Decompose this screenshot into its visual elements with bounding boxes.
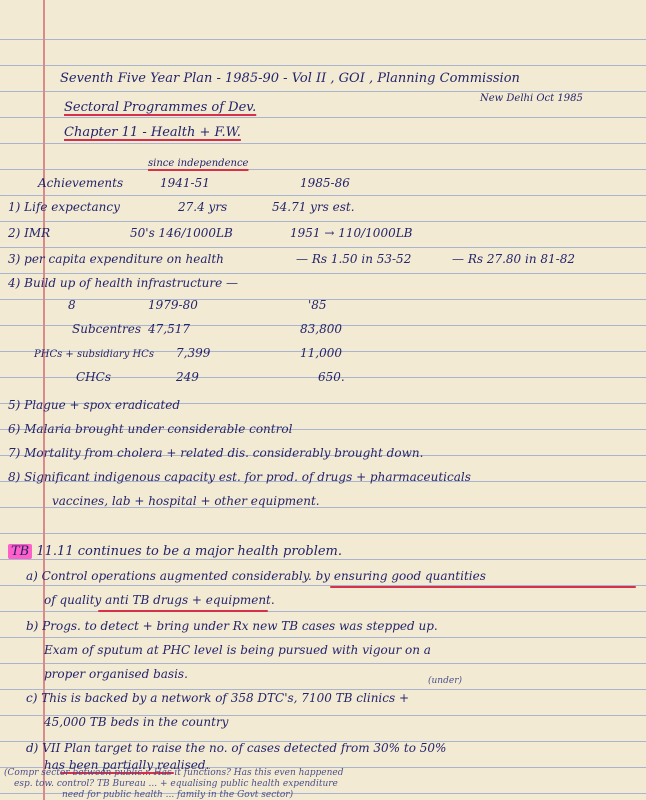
- item-2-v1: 50's 146/1000LB: [130, 226, 233, 240]
- infra-row-v2: 11,000: [300, 346, 342, 360]
- tb-point-b-line3: proper organised basis.: [44, 667, 188, 681]
- item-4: 4) Build up of health infrastructure —: [8, 276, 239, 290]
- item-5: 5) Plague + spox eradicated: [8, 398, 181, 412]
- item-3: 3) per capita expenditure on health: [8, 252, 224, 266]
- item-1-v2: 54.71 yrs est.: [272, 200, 355, 214]
- tb-intro: 11.11 continues to be a major health problem.: [36, 544, 343, 559]
- infra-col-1: 1979-80: [148, 298, 198, 312]
- tb-point-c-line2: 45,000 TB beds in the country: [44, 715, 229, 729]
- section-subtitle: Sectoral Programmes of Dev.: [64, 100, 257, 115]
- item-7: 7) Mortality from cholera + related dis. considerably brought down.: [8, 446, 424, 460]
- margin-note-line1: (Compr sector between public... Has it functions? Has this even happened: [4, 768, 344, 778]
- item-1: 1) Life expectancy: [8, 200, 120, 214]
- item-8-cont: vaccines, lab + hospital + other equipment.: [52, 494, 320, 508]
- item-8: 8) Significant indigenous capacity est. for prod. of drugs + pharmaceuticals: [8, 470, 471, 484]
- underline-mark: [330, 586, 636, 588]
- chapter-heading: Chapter 11 - Health + F.W.: [64, 125, 241, 140]
- achievements-label: Achievements: [38, 176, 124, 190]
- tb-heading-line: [8, 545, 342, 559]
- infra-row-v1: 47,517: [148, 322, 190, 336]
- tb-point-d-line1: d) VII Plan target to raise the no. of cases detected from 30% to 50%: [26, 741, 447, 755]
- infra-row-label: 8: [68, 298, 76, 312]
- margin-note-line3: need for public health ... family in the Govt sector): [62, 790, 294, 800]
- tb-point-c-note: (under): [428, 676, 463, 686]
- infra-row-label: CHCs: [76, 370, 111, 384]
- since-independence: since independence: [148, 158, 249, 169]
- tb-point-d-line2: has been partially realised.: [44, 758, 210, 772]
- period-2: 1985-86: [300, 176, 350, 190]
- infra-row-label: Subcentres: [72, 322, 141, 336]
- item-3-v2: — Rs 27.80 in 81-82: [452, 252, 575, 266]
- item-2-v2: 1951 → 110/1000LB: [290, 226, 413, 240]
- item-6: 6) Malaria brought under considerable control: [8, 422, 293, 436]
- tb-point-a-line2: of quality anti TB drugs + equipment.: [44, 593, 275, 607]
- infra-row-v1: 7,399: [176, 346, 211, 360]
- infra-row-label: PHCs + subsidiary HCs: [34, 349, 154, 360]
- place-date: New Delhi Oct 1985: [480, 93, 583, 104]
- infra-col-2: '85: [308, 298, 327, 312]
- margin-note-line2: esp. tow. control? TB Bureau ... + equalising public health expenditure: [14, 779, 338, 789]
- infra-row-v1: 249: [176, 370, 199, 384]
- period-1: 1941-51: [160, 176, 210, 190]
- tb-highlight-tag: TB: [8, 544, 32, 559]
- tb-point-b-line1: b) Progs. to detect + bring under Rx new TB cases was stepped up.: [26, 619, 438, 633]
- tb-point-c-line1: c) This is backed by a network of 358 DTC's, 7100 TB clinics +: [26, 691, 410, 705]
- tb-point-a-line1: a) Control operations augmented considerably. by ensuring good quantities: [26, 569, 486, 583]
- plan-title: Seventh Five Year Plan - 1985-90 - Vol II , GOI , Planning Commission: [60, 71, 520, 86]
- item-2: 2) IMR: [8, 226, 51, 240]
- infra-row-v2: 83,800: [300, 322, 342, 336]
- tb-point-b-line2: Exam of sputum at PHC level is being pursued with vigour on a: [44, 643, 431, 657]
- underline-mark: [98, 610, 268, 612]
- infra-row-v2: 650.: [318, 370, 345, 384]
- item-1-v1: 27.4 yrs: [178, 200, 228, 214]
- item-3-v1: — Rs 1.50 in 53-52: [296, 252, 412, 266]
